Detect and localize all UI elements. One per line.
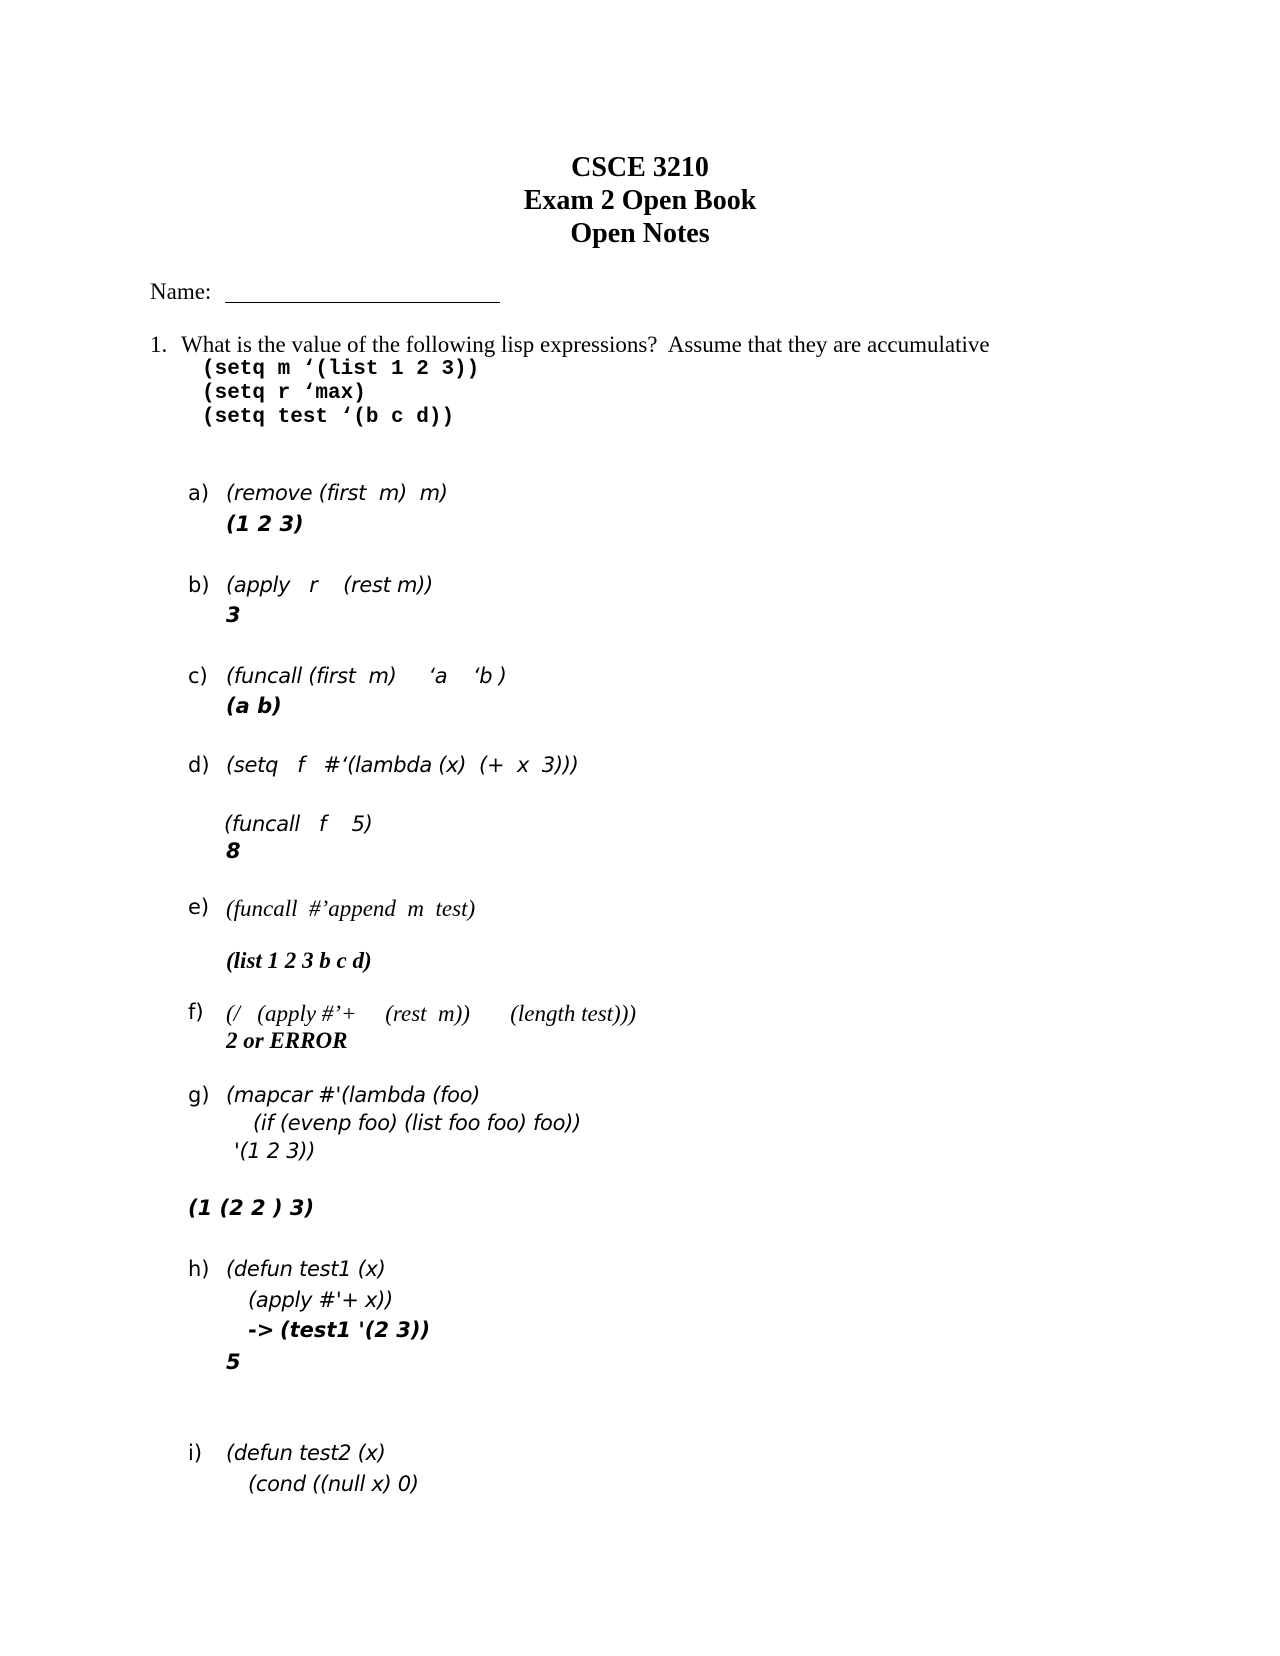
part-h-line-1: (defun test1 (x) [226,1257,386,1281]
part-g-answer: (1 (2 2 ) 3) [188,1196,315,1220]
part-f-expression: (/ (apply #’+ (rest m)) (length test))) [226,1001,637,1026]
setup-line-1: (setq m ‘(list 1 2 3)) [202,358,480,381]
part-h-label: h) [188,1257,210,1281]
part-a-answer: (1 2 3) [226,512,304,536]
part-e-expression: (funcall #’append m test) [226,896,476,921]
part-i-line-1: (defun test2 (x) [226,1441,386,1465]
part-g-label: g) [188,1083,210,1107]
part-h-line-2: (apply #'+ x)) [248,1288,393,1312]
part-e-label: e) [188,895,210,919]
exam-title: Exam 2 Open Book [523,185,757,216]
part-d-answer: 8 [226,839,241,863]
part-f-answer: 2 or ERROR [226,1028,348,1053]
course-title: CSCE 3210 [571,152,709,183]
part-i-line-2: (cond ((null x) 0) [248,1472,419,1496]
part-d-label: d) [188,753,210,777]
part-c-expression: (funcall (first m) ‘a ‘b ) [226,664,507,688]
part-b-expression: (apply r (rest m)) [226,573,433,597]
part-a-label: a) [188,481,210,505]
part-h-answer: 5 [226,1350,241,1374]
question-prompt: What is the value of the following lisp expressions? Assume that they are accumulative [181,332,990,357]
part-g-line-2: (if (evenp foo) (list foo foo) foo)) [253,1111,581,1135]
part-i-label: i) [188,1441,203,1465]
part-c-label: c) [188,664,208,688]
setup-line-2: (setq r ‘max) [202,382,366,405]
part-h-call: (test1 '(2 3)) [280,1318,431,1342]
setup-line-3: (setq test ‘(b c d)) [202,406,455,429]
part-b-label: b) [188,573,210,597]
part-g-line-3: '(1 2 3)) [234,1139,316,1163]
name-field-line [225,302,500,303]
part-h-arrow: -> [248,1318,275,1342]
part-f-label: f) [188,1000,204,1024]
part-g-line-1: (mapcar #'(lambda (foo) [226,1083,481,1107]
part-e-answer: (list 1 2 3 b c d) [226,948,372,973]
part-c-answer: (a b) [226,694,282,718]
part-d-expression-2: (funcall f 5) [224,812,373,836]
notes-title: Open Notes [570,218,710,249]
question-number: 1. [150,332,168,357]
part-d-expression: (setq f #‘(lambda (x) (+ x 3))) [226,753,579,777]
part-a-expression: (remove (first m) m) [226,481,448,505]
name-label: Name: [150,279,212,304]
part-b-answer: 3 [226,603,241,627]
